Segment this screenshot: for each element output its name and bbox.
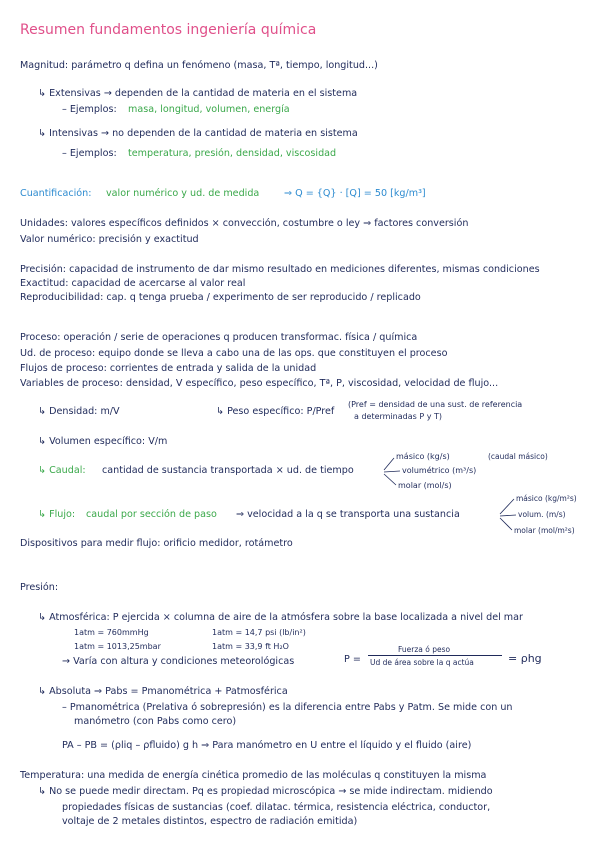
extensivas-ejemplos-values: masa, longitud, volumen, energía — [128, 104, 290, 115]
valor-numerico-line: Valor numérico: precisión y exactitud — [20, 234, 199, 245]
ud-proceso-line: Ud. de proceso: equipo donde se lleva a cabo una de las ops. que constituyen el proceso — [20, 348, 448, 359]
flujo-arrow-molar — [500, 518, 512, 530]
manometrica-line-1: – Pmanométrica (Prelativa ó sobrepresión) es la diferencia entre Pabs y Patm. Se mide con un — [62, 702, 513, 713]
varia-line: → Varía con altura y condiciones meteorológicas — [62, 656, 295, 667]
dispositivos-line: Dispositivos para medir flujo: orificio medidor, rotámetro — [20, 538, 293, 549]
atm-equivalence-1: 1atm = 760mmHg — [74, 628, 149, 637]
caudal-volumetrico: volumétrico (m³/s) — [402, 466, 477, 475]
caudal-value: cantidad de sustancia transportada × ud. de tiempo — [102, 465, 354, 476]
pressure-fraction-bar — [368, 655, 502, 656]
pref-note-2: a determinadas P y T) — [354, 412, 442, 421]
presion-heading: Presión: — [20, 582, 59, 593]
flujo-volumetrico: volum. (m/s) — [518, 510, 566, 519]
flujos-line: Flujos de proceso: corrientes de entrada y salida de la unidad — [20, 363, 317, 374]
flujo-label: ↳ Flujo: — [38, 509, 76, 520]
magnitud-line: Magnitud: parámetro q defina un fenómeno (masa, Tª, tiempo, longitud...) — [20, 60, 378, 71]
atm-equivalence-2b: 1atm = 33,9 ft H₂O — [212, 642, 289, 651]
proceso-line: Proceso: operación / serie de operaciones q producen transformac. física / química — [20, 332, 418, 343]
absoluta-line: ↳ Absoluta ⇒ Pabs = Pmanométrica + Patmosférica — [38, 686, 288, 697]
flujo-arrow-volumetrico — [500, 515, 516, 516]
temperatura-line-2: ↳ No se puede medir directam. Pq es propiedad microscópica → se mide indirectam. midiendo — [38, 786, 493, 797]
caudal-arrow-molar — [384, 474, 396, 485]
flujo-value: caudal por sección de paso — [86, 509, 217, 520]
extensivas-ejemplos-label: – Ejemplos: — [62, 104, 117, 115]
caudal-molar: molar (mol/s) — [398, 481, 452, 490]
pref-note-1: (Pref = densidad de una sust. de referencia — [348, 400, 523, 409]
pa-pb-equation: PA – PB = (ρliq – ρfluido) g h ⇒ Para manómetro en U entre el líquido y el fluido (aire) — [62, 740, 472, 751]
exactitud-line: Exactitud: capacidad de acercarse al valor real — [20, 278, 246, 289]
pressure-fraction-numerator: Fuerza ó peso — [398, 645, 451, 654]
reproducibilidad-line: Reproducibilidad: cap. q tenga prueba / experimento de ser reproducido / replicado — [20, 292, 421, 303]
intensivas-ejemplos-label: – Ejemplos: — [62, 148, 117, 159]
cuantificacion-value: valor numérico y ud. de medida — [106, 188, 260, 199]
atmosferica-line: ↳ Atmosférica: P ejercida × columna de aire de la atmósfera sobre la base localizada a nivel del mar — [38, 612, 523, 623]
caudal-arrow-masico — [384, 458, 394, 470]
pressure-eq-left: P = — [344, 654, 361, 665]
caudal-arrow-volumetrico — [384, 471, 400, 472]
densidad-line: ↳ Densidad: m/V — [38, 406, 120, 417]
pressure-eq-right: = ρhg — [508, 652, 542, 665]
caudal-masico: másico (kg/s) — [396, 452, 450, 461]
temperatura-line-3: propiedades físicas de sustancias (coef. dilatac. térmica, resistencia eléctrica, conductor, — [62, 802, 491, 813]
caudal-label: ↳ Caudal: — [38, 465, 86, 476]
flujo-equation: ⇒ velocidad a la q se transporta una sustancia — [236, 509, 460, 520]
flujo-masico: másico (kg/m²s) — [516, 494, 577, 503]
variables-line: Variables de proceso: densidad, V específico, peso específico, Tª, P, viscosidad, velocidad de flujo... — [20, 378, 499, 389]
atm-equivalence-1b: 1atm = 14,7 psi (lb/in²) — [212, 628, 306, 637]
atm-equivalence-2: 1atm = 1013,25mbar — [74, 642, 161, 651]
unidades-line: Unidades: valores específicos definidos × convección, costumbre o ley ⇒ factores conversión — [20, 218, 469, 229]
intensivas-ejemplos-values: temperatura, presión, densidad, viscosidad — [128, 148, 337, 159]
manometrica-line-2: manómetro (con Pabs como cero) — [74, 716, 237, 727]
intensivas-line: ↳ Intensivas → no dependen de la cantidad de materia en sistema — [38, 128, 358, 139]
volumen-especifico-line: ↳ Volumen específico: V/m — [38, 436, 168, 447]
caudal-masico-note: (caudal másico) — [488, 452, 548, 461]
peso-especifico-line: ↳ Peso específico: P/Pref — [216, 406, 335, 417]
page-title: Resumen fundamentos ingeniería química — [20, 22, 317, 38]
temperatura-line: Temperatura: una medida de energía cinética promedio de las moléculas q constituyen la misma — [20, 770, 487, 781]
flujo-molar: molar (mol/m²s) — [514, 526, 575, 535]
pressure-fraction-denominator: Ud de área sobre la q actúa — [370, 658, 474, 667]
flujo-arrow-masico — [500, 499, 514, 514]
temperatura-line-4: voltaje de 2 metales distintos, espectro de radiación emitida) — [62, 816, 358, 827]
extensivas-line: ↳ Extensivas → dependen de la cantidad de materia en el sistema — [38, 88, 358, 99]
cuantificacion-equation: ⇒ Q = {Q} · [Q] = 50 [kg/m³] — [284, 188, 426, 199]
cuantificacion-label: Cuantificación: — [20, 188, 92, 199]
precision-line: Precisión: capacidad de instrumento de dar mismo resultado en mediciones diferentes, mismas condiciones — [20, 264, 540, 275]
